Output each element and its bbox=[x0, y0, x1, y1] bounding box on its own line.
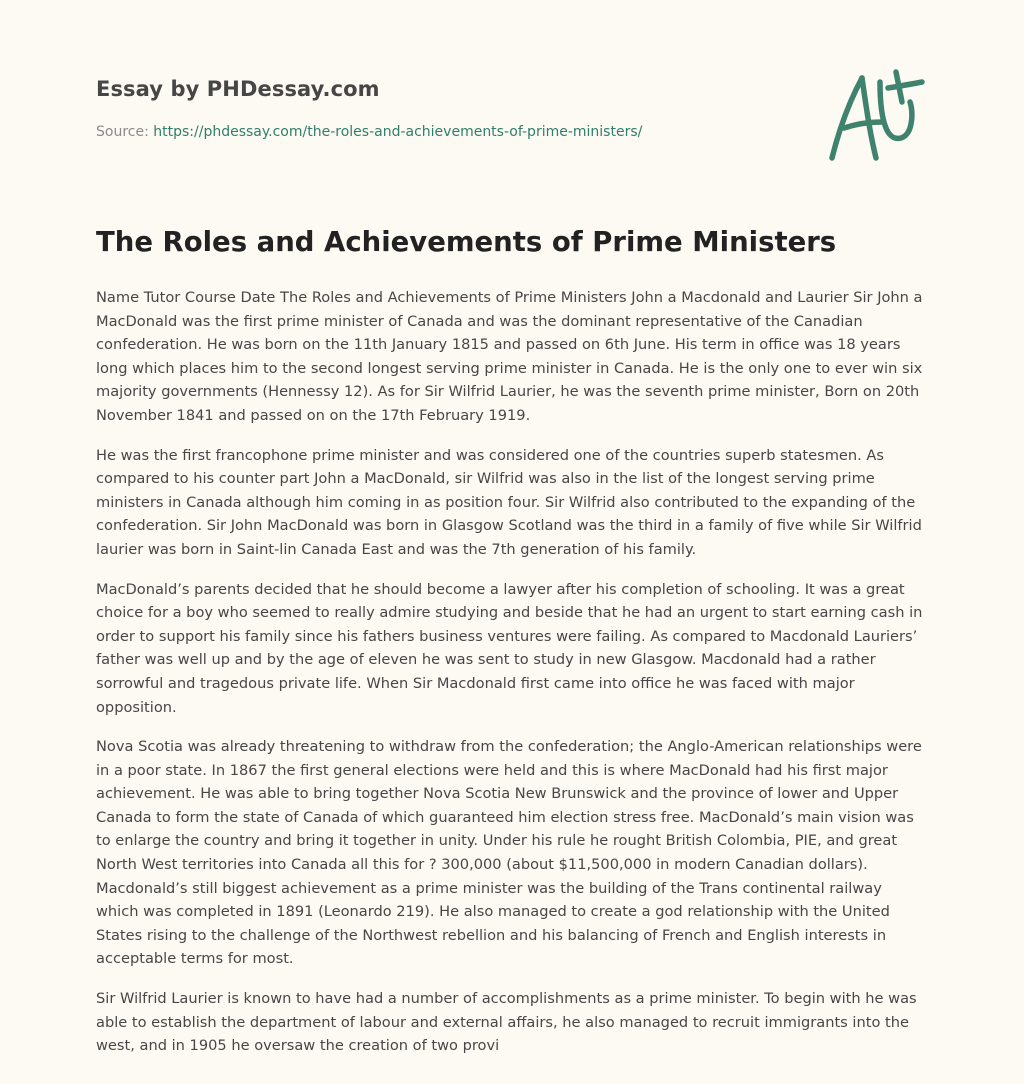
essay-body bbox=[96, 286, 928, 1074]
source-link[interactable]: https://phdessay.com/the-roles-and-achievements-of-prime-ministers/ bbox=[153, 124, 643, 140]
essay-paragraph: MacDonald’s parents decided that he should become a lawyer after his completion of schooling. It was a great choice for a boy who seemed to really admire studying and beside that he had an urgent to start earning cash in order to support his family since his fathers business ventures were failing. As compared to Macdonald Lauriers’ father was well up and by the age of eleven he was sent to study in new Glasgow. Macdonald had a rather sorrowful and tragedous private life. When Sir Macdonald first came into office he was faced with major opposition. bbox=[96, 580, 923, 716]
essay-paragraph: He was the first francophone prime minister and was considered one of the countries superb statesmen. As compared to his counter part John a MacDonald, sir Wilfrid was also in the list of the longest serving prime ministers in Canada although him coming in as position four. Sir Wilfrid also contributed to the expanding of the confederation. Sir John MacDonald was born in Glasgow Scotland was the third in a family of five while Sir Wilfrid laurier was born in Saint-lin Canada East and was the 7th generation of his family. bbox=[96, 446, 922, 558]
brand-title: Essay by PHDessay.com bbox=[96, 77, 380, 101]
source-label: Source: bbox=[96, 124, 149, 140]
essay-paragraph: Nova Scotia was already threatening to withdraw from the confederation; the Anglo-American relationships were in a poor state. In 1867 the first general elections were held and this is where MacDonald had his first major achievement. He was able to bring together Nova Scotia New Brunswick and the province of lower and Upper Canada to form the state of Canada of which guaranteed him election stress free. MacDonald’s main vision was to enlarge the country and bring it together in unity. Under his rule he rought British Colombia, PIE, and great North West territories into Canada all this for ? 300,000 (about $11,500,000 in modern Canadian dollars). Macdonald’s still biggest achievement as a prime minister was the building of the Trans continental railway which was completed in 1891 (Leonardo 219). He also managed to create a god relationship with the United States rising to the challenge of the Northwest rebellion and his balancing of French and English interests in acceptable terms for most. bbox=[96, 738, 922, 968]
essay-page bbox=[96, 0, 928, 1084]
source-line bbox=[96, 124, 642, 140]
essay-title: The Roles and Achievements of Prime Ministers bbox=[96, 226, 837, 258]
essay-paragraph: Name Tutor Course Date The Roles and Achievements of Prime Ministers John a Macdonald and Laurier Sir John a MacDonald was the first prime minister of Canada and was the dominant representative of the Canadian confederation. He was born on the 11th January 1815 and passed on 6th June. His term in office was 18 years long which places him to the second longest serving prime minister in Canada. He is the only one to ever win six majority governments (Hennessy 12). As for Sir Wilfrid Laurier, he was the seventh prime minister, Born on 20th November 1841 and passed on on the 17th February 1919. bbox=[96, 289, 923, 424]
a-plus-icon bbox=[826, 68, 926, 166]
essay-paragraph: Sir Wilfrid Laurier is known to have had a number of accomplishments as a prime minister. To begin with he was able to establish the department of labour and external affairs, he also managed to recruit immigrants into the west, and in 1905 he oversaw the creation of two provi bbox=[96, 990, 917, 1055]
